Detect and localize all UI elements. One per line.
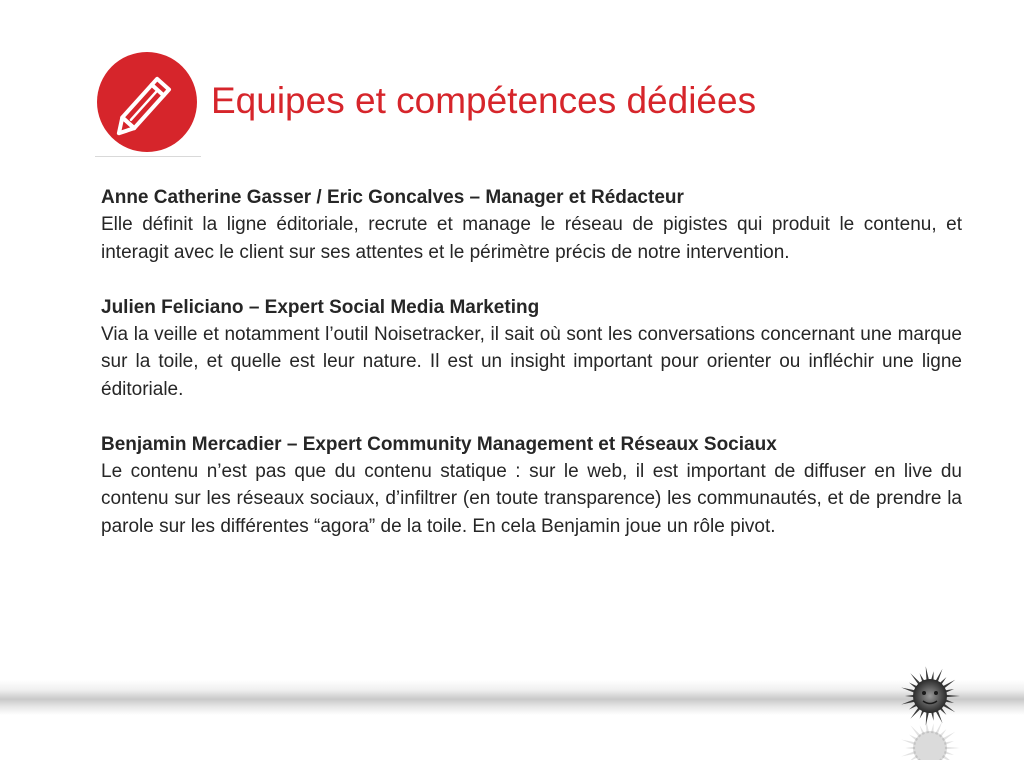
sun-ray xyxy=(931,723,934,733)
sun-ray xyxy=(905,747,915,750)
sun-emblem-icon xyxy=(880,660,980,760)
sun-ray xyxy=(926,718,930,733)
section-text: Elle définit la ligne éditoriale, recrute et manage le réseau de pigistes qui produit le contenu, et interagit avec le client sur ses attentes et le périmètre précis de notre intervention. xyxy=(101,214,962,263)
sun-ray xyxy=(901,740,916,746)
sun-ray xyxy=(901,751,916,757)
sun-ray xyxy=(910,725,921,737)
slide-title: Equipes et compétences dédiées xyxy=(211,80,757,121)
sun-ray xyxy=(939,729,947,738)
sun-ray xyxy=(942,732,955,741)
team-member-section xyxy=(101,294,962,404)
section-text: Le contenu n’est pas que du contenu statique : sur le web, il est important de diffuser en live du contenu sur les réseaux sociaux, d’infiltrer (en toute transparence) les communautés, et de prendre la parole sur les différentes “agora” de la toile. En cela Benjamin joue un rôle pivot. xyxy=(101,461,962,537)
sun-ray xyxy=(945,695,960,698)
team-member-section xyxy=(101,184,962,266)
sun-ray xyxy=(945,747,960,750)
sun-ray xyxy=(909,755,918,760)
sun-ray xyxy=(942,755,955,760)
section-heading: Anne Catherine Gasser / Eric Goncalves – Manager et Rédacteur xyxy=(101,187,684,208)
pencil-icon xyxy=(97,52,197,152)
title-logo xyxy=(95,48,201,157)
content-body xyxy=(101,184,962,568)
section-heading: Julien Feliciano – Expert Social Media Marketing xyxy=(101,296,540,318)
sun-ray xyxy=(920,725,925,735)
section-heading: Benjamin Mercadier – Expert Community Management et Réseaux Sociaux xyxy=(101,433,777,455)
sun-ray xyxy=(935,721,943,735)
team-member-section xyxy=(101,431,962,541)
section-text: Via la veille et notamment l’outil Noisetracker, il sait où sont les conversations concernant une marque sur la toile, et quelle est leur nature. Il est un insight important pour orienter ou infléchir une ligne éditoriale. xyxy=(101,324,962,400)
logo-circle xyxy=(97,52,197,152)
footer-band xyxy=(0,680,1024,715)
